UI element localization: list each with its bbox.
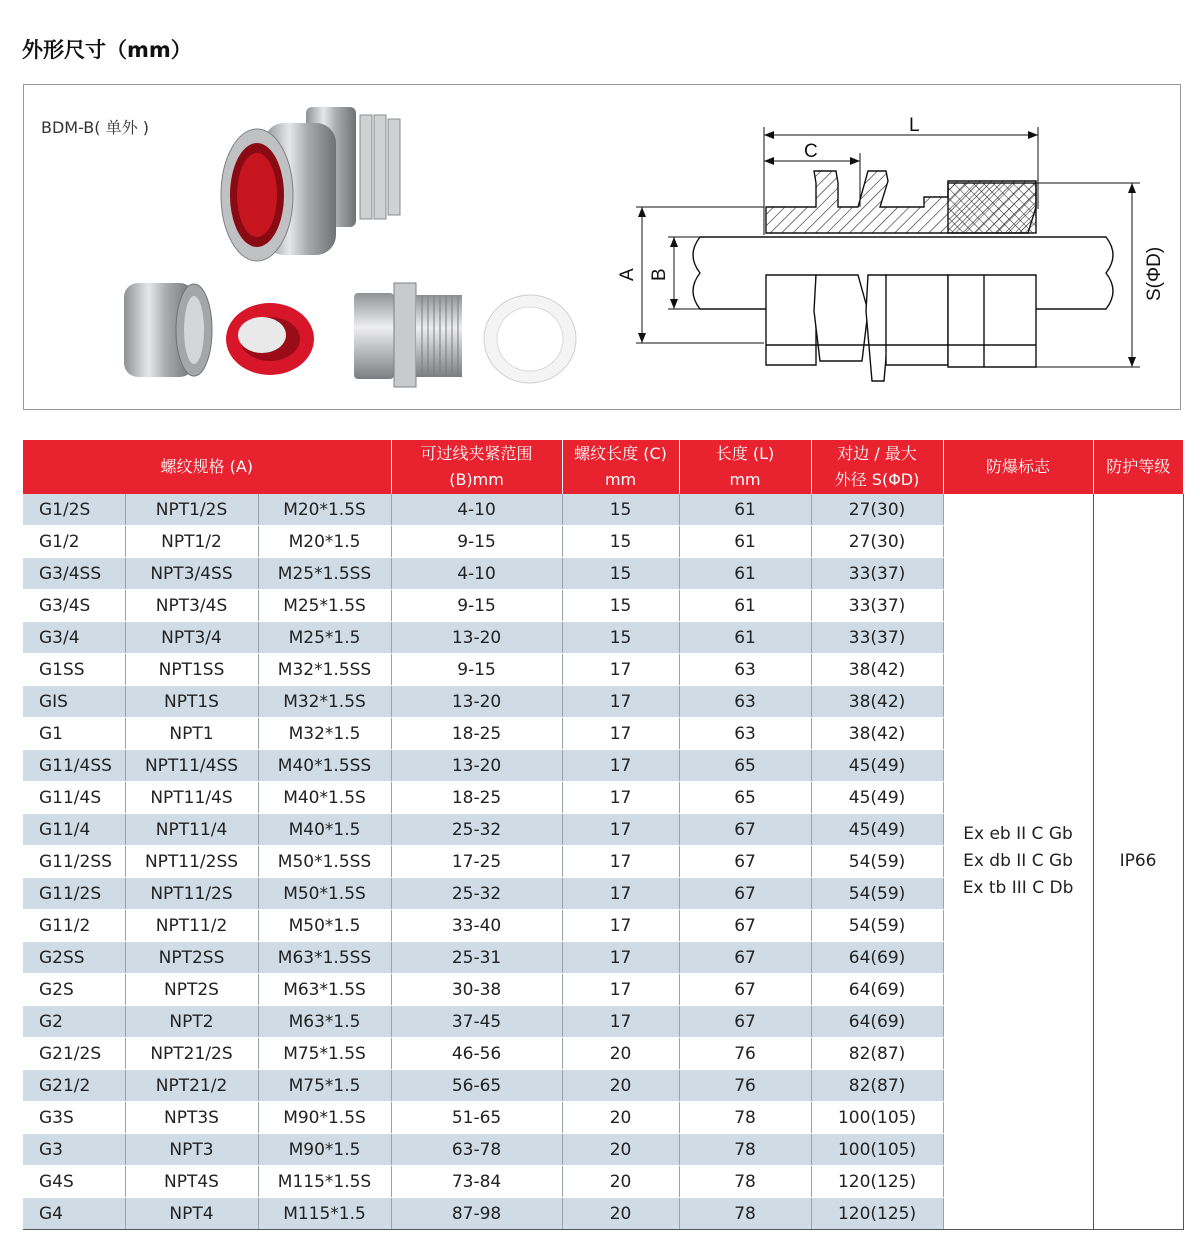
cell-npt-thread: NPT3/4	[125, 622, 258, 654]
cell-across-flats: 54(59)	[811, 910, 943, 942]
cell-m-thread: M20*1.5S	[258, 494, 391, 526]
cell-npt-thread: NPT11/4	[125, 814, 258, 846]
cell-m-thread: M25*1.5	[258, 622, 391, 654]
cell-thread-length: 17	[562, 846, 679, 878]
cell-m-thread: M63*1.5SS	[258, 942, 391, 974]
cell-m-thread: M50*1.5S	[258, 878, 391, 910]
cell-length: 67	[679, 974, 811, 1006]
cell-g-thread: G11/4S	[23, 782, 125, 814]
cell-m-thread: M115*1.5S	[258, 1166, 391, 1198]
cell-length: 78	[679, 1198, 811, 1230]
cell-g-thread: G11/4	[23, 814, 125, 846]
cell-npt-thread: NPT1	[125, 718, 258, 750]
cell-across-flats: 38(42)	[811, 686, 943, 718]
cell-across-flats: 64(69)	[811, 1006, 943, 1038]
cell-m-thread: M32*1.5S	[258, 686, 391, 718]
cell-length: 65	[679, 782, 811, 814]
page-title: 外形尺寸（mm）	[22, 38, 192, 62]
cell-npt-thread: NPT4	[125, 1198, 258, 1230]
cell-across-flats: 45(49)	[811, 750, 943, 782]
cell-npt-thread: NPT11/4S	[125, 782, 258, 814]
cell-thread-length: 15	[562, 494, 679, 526]
cell-npt-thread: NPT1SS	[125, 654, 258, 686]
cell-npt-thread: NPT11/2S	[125, 878, 258, 910]
header-across-flats: 对边 / 最大 外径 S(ΦD)	[811, 440, 943, 494]
cell-m-thread: M75*1.5	[258, 1070, 391, 1102]
cell-thread-length: 17	[562, 686, 679, 718]
cell-m-thread: M75*1.5S	[258, 1038, 391, 1070]
cell-g-thread: G3/4SS	[23, 558, 125, 590]
cell-g-thread: G11/2SS	[23, 846, 125, 878]
seal-ring-image	[226, 303, 314, 375]
cell-across-flats: 64(69)	[811, 942, 943, 974]
cell-g-thread: G3S	[23, 1102, 125, 1134]
cell-thread-length: 15	[562, 622, 679, 654]
cell-thread-length: 15	[562, 558, 679, 590]
cell-length: 67	[679, 1006, 811, 1038]
cell-clamp-range: 73-84	[391, 1166, 562, 1198]
cell-m-thread: M50*1.5	[258, 910, 391, 942]
cell-g-thread: GIS	[23, 686, 125, 718]
cell-clamp-range: 63-78	[391, 1134, 562, 1166]
cell-clamp-range: 13-20	[391, 622, 562, 654]
cell-length: 63	[679, 654, 811, 686]
cell-g-thread: G11/2S	[23, 878, 125, 910]
ex-marking-line: Ex eb II C Gb	[963, 824, 1073, 844]
cell-g-thread: G21/2	[23, 1070, 125, 1102]
cell-length: 67	[679, 846, 811, 878]
cell-length: 78	[679, 1134, 811, 1166]
cell-length: 63	[679, 718, 811, 750]
cell-g-thread: G4	[23, 1198, 125, 1230]
cell-m-thread: M20*1.5	[258, 526, 391, 558]
product-figure-panel	[23, 84, 1181, 410]
cell-clamp-range: 9-15	[391, 590, 562, 622]
cell-across-flats: 100(105)	[811, 1102, 943, 1134]
cell-g-thread: G2S	[23, 974, 125, 1006]
cell-across-flats: 120(125)	[811, 1166, 943, 1198]
spec-table	[23, 440, 1184, 1230]
cell-across-flats: 33(37)	[811, 622, 943, 654]
cell-m-thread: M63*1.5	[258, 1006, 391, 1038]
cell-across-flats: 27(30)	[811, 526, 943, 558]
cell-m-thread: M90*1.5S	[258, 1102, 391, 1134]
cell-length: 67	[679, 910, 811, 942]
cell-g-thread: G11/4SS	[23, 750, 125, 782]
cell-m-thread: M32*1.5SS	[258, 654, 391, 686]
ex-marking-cell	[943, 494, 1093, 1230]
cell-across-flats: 100(105)	[811, 1134, 943, 1166]
cell-thread-length: 20	[562, 1166, 679, 1198]
cell-across-flats: 54(59)	[811, 846, 943, 878]
cell-across-flats: 82(87)	[811, 1038, 943, 1070]
cell-length: 67	[679, 878, 811, 910]
cell-clamp-range: 87-98	[391, 1198, 562, 1230]
cell-thread-length: 20	[562, 1070, 679, 1102]
cell-thread-length: 17	[562, 974, 679, 1006]
cell-across-flats: 45(49)	[811, 782, 943, 814]
cell-g-thread: G4S	[23, 1166, 125, 1198]
cell-clamp-range: 46-56	[391, 1038, 562, 1070]
cell-npt-thread: NPT21/2S	[125, 1038, 258, 1070]
cell-npt-thread: NPT11/2SS	[125, 846, 258, 878]
cell-length: 61	[679, 558, 811, 590]
cell-across-flats: 38(42)	[811, 718, 943, 750]
cell-length: 67	[679, 814, 811, 846]
header-clamp-range: 可过线夹紧范围 (B)mm	[391, 440, 562, 494]
cell-thread-length: 17	[562, 910, 679, 942]
cell-g-thread: G2SS	[23, 942, 125, 974]
cell-m-thread: M63*1.5S	[258, 974, 391, 1006]
cell-m-thread: M40*1.5S	[258, 782, 391, 814]
cell-g-thread: G1/2S	[23, 494, 125, 526]
cell-clamp-range: 13-20	[391, 750, 562, 782]
cell-length: 76	[679, 1038, 811, 1070]
cell-m-thread: M25*1.5S	[258, 590, 391, 622]
cell-g-thread: G3/4	[23, 622, 125, 654]
cell-thread-length: 17	[562, 942, 679, 974]
cell-g-thread: G3	[23, 1134, 125, 1166]
cell-g-thread: G1	[23, 718, 125, 750]
cell-clamp-range: 9-15	[391, 654, 562, 686]
cell-m-thread: M115*1.5	[258, 1198, 391, 1230]
cell-npt-thread: NPT1/2S	[125, 494, 258, 526]
dimension-label-B: B	[649, 268, 670, 281]
cell-clamp-range: 25-32	[391, 878, 562, 910]
cell-thread-length: 20	[562, 1038, 679, 1070]
cell-clamp-range: 4-10	[391, 558, 562, 590]
cell-clamp-range: 9-15	[391, 526, 562, 558]
cell-g-thread: G1/2	[23, 526, 125, 558]
cell-clamp-range: 37-45	[391, 1006, 562, 1038]
cell-across-flats: 33(37)	[811, 558, 943, 590]
cell-thread-length: 17	[562, 1006, 679, 1038]
cell-thread-length: 15	[562, 590, 679, 622]
cell-thread-length: 17	[562, 750, 679, 782]
cell-m-thread: M32*1.5	[258, 718, 391, 750]
cell-npt-thread: NPT3S	[125, 1102, 258, 1134]
product-illustration	[24, 85, 1180, 409]
cell-thread-length: 20	[562, 1198, 679, 1230]
cell-clamp-range: 33-40	[391, 910, 562, 942]
cell-npt-thread: NPT2	[125, 1006, 258, 1038]
table-header-row	[23, 440, 1183, 494]
dimension-label-S: S(ΦD)	[1144, 246, 1165, 301]
cell-npt-thread: NPT2SS	[125, 942, 258, 974]
cell-npt-thread: NPT3/4S	[125, 590, 258, 622]
cell-length: 76	[679, 1070, 811, 1102]
dimension-label-A: A	[617, 268, 638, 281]
washer-image	[484, 295, 576, 383]
cell-npt-thread: NPT3/4SS	[125, 558, 258, 590]
cell-across-flats: 64(69)	[811, 974, 943, 1006]
ex-marking-line: Ex db II C Gb	[963, 851, 1073, 871]
ex-marking-line: Ex tb III C Db	[962, 878, 1074, 898]
cell-g-thread: G2	[23, 1006, 125, 1038]
assembled-gland-image	[221, 107, 400, 261]
cell-thread-length: 15	[562, 526, 679, 558]
cell-clamp-range: 25-32	[391, 814, 562, 846]
cell-m-thread: M50*1.5SS	[258, 846, 391, 878]
cell-thread-length: 17	[562, 782, 679, 814]
cell-thread-length: 20	[562, 1134, 679, 1166]
cell-thread-length: 20	[562, 1102, 679, 1134]
cell-length: 61	[679, 622, 811, 654]
protection-cell: IP66	[1093, 494, 1183, 1230]
cell-npt-thread: NPT2S	[125, 974, 258, 1006]
cell-across-flats: 82(87)	[811, 1070, 943, 1102]
cell-m-thread: M90*1.5	[258, 1134, 391, 1166]
cell-npt-thread: NPT3	[125, 1134, 258, 1166]
dimension-label-C: C	[804, 141, 818, 162]
cell-across-flats: 45(49)	[811, 814, 943, 846]
cell-g-thread: G11/2	[23, 910, 125, 942]
cell-across-flats: 54(59)	[811, 878, 943, 910]
cell-across-flats: 33(37)	[811, 590, 943, 622]
cell-thread-length: 17	[562, 718, 679, 750]
table-row	[23, 494, 1183, 526]
cell-length: 61	[679, 494, 811, 526]
cell-m-thread: M40*1.5SS	[258, 750, 391, 782]
cell-length: 63	[679, 686, 811, 718]
cell-across-flats: 38(42)	[811, 654, 943, 686]
cell-length: 61	[679, 526, 811, 558]
cell-npt-thread: NPT11/2	[125, 910, 258, 942]
dimension-drawing	[636, 127, 1140, 381]
cell-length: 65	[679, 750, 811, 782]
model-label: BDM-B( 单外 )	[41, 118, 149, 137]
header-length: 长度 (L) mm	[679, 440, 811, 494]
cell-thread-length: 17	[562, 814, 679, 846]
body-image	[354, 283, 462, 387]
cell-npt-thread: NPT21/2	[125, 1070, 258, 1102]
cell-clamp-range: 51-65	[391, 1102, 562, 1134]
cell-g-thread: G1SS	[23, 654, 125, 686]
dimension-label-L: L	[909, 115, 920, 136]
cap-nut-image	[124, 283, 212, 377]
cell-m-thread: M25*1.5SS	[258, 558, 391, 590]
cell-clamp-range: 18-25	[391, 718, 562, 750]
cell-g-thread: G21/2S	[23, 1038, 125, 1070]
cell-npt-thread: NPT11/4SS	[125, 750, 258, 782]
cell-across-flats: 120(125)	[811, 1198, 943, 1230]
cell-length: 78	[679, 1166, 811, 1198]
cell-npt-thread: NPT1S	[125, 686, 258, 718]
cell-m-thread: M40*1.5	[258, 814, 391, 846]
cell-thread-length: 17	[562, 878, 679, 910]
cell-npt-thread: NPT1/2	[125, 526, 258, 558]
cell-clamp-range: 17-25	[391, 846, 562, 878]
cell-clamp-range: 30-38	[391, 974, 562, 1006]
cell-clamp-range: 56-65	[391, 1070, 562, 1102]
cell-clamp-range: 18-25	[391, 782, 562, 814]
cell-clamp-range: 25-31	[391, 942, 562, 974]
cell-across-flats: 27(30)	[811, 494, 943, 526]
header-ex-marking: 防爆标志	[943, 440, 1093, 494]
cell-clamp-range: 4-10	[391, 494, 562, 526]
header-thread-length: 螺纹长度 (C) mm	[562, 440, 679, 494]
cell-length: 61	[679, 590, 811, 622]
cell-g-thread: G3/4S	[23, 590, 125, 622]
cell-length: 78	[679, 1102, 811, 1134]
cell-thread-length: 17	[562, 654, 679, 686]
cell-npt-thread: NPT4S	[125, 1166, 258, 1198]
header-protection: 防护等级	[1093, 440, 1183, 494]
cell-clamp-range: 13-20	[391, 686, 562, 718]
header-thread-spec: 螺纹规格 (A)	[23, 440, 391, 494]
cell-length: 67	[679, 942, 811, 974]
